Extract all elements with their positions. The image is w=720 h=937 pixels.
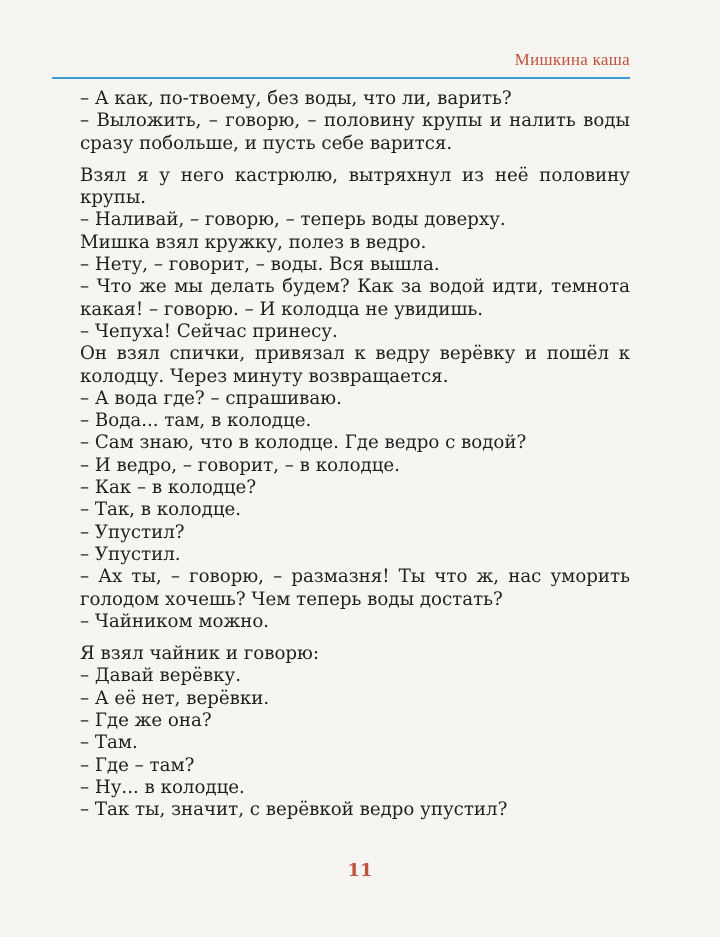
paragraph: – Где – там? [80, 754, 195, 776]
paragraph: Мишка взял кружку, полез в ведро. [80, 231, 427, 253]
page-number: 11 [347, 860, 373, 881]
paragraph: – Упустил? [80, 521, 185, 543]
paragraph: – Наливай, – говорю, – теперь воды доверху. [80, 209, 506, 231]
paragraph: – А её нет, верёвки. [80, 687, 270, 709]
paragraph: – Ну... в колодце. [80, 776, 245, 798]
paragraph: – Как – в колодце? [80, 477, 257, 499]
paragraph: – А как, по-твоему, без воды, что ли, варить? [80, 88, 512, 109]
paragraph: – Сам знаю, что в колодце. Где ведро с водой? [80, 432, 527, 454]
header-rule [52, 77, 630, 79]
paragraph: – Так, в колодце. [80, 499, 242, 521]
paragraph: – Чепуха! Сейчас принесу. [80, 320, 338, 342]
paragraph: – Чайником можно. [80, 610, 270, 632]
paragraph: Я взял чайник и говорю: [80, 643, 319, 665]
paragraph: – Там. [80, 732, 138, 754]
paragraph: – Вода... там, в колодце. [80, 410, 312, 432]
paragraph: Он взял спички, привязал к ведру верёвку и пошёл к колодцу. Через минуту возвращается. [80, 343, 630, 387]
paragraph: – Нету, – говорит, – воды. Вся вышла. [80, 254, 440, 276]
story-text [80, 88, 630, 822]
paragraph: – Выложить, – говорю, – половину крупы и налить воды сразу побольше, и пусть себе варится. [80, 110, 630, 154]
paragraph: Взял я у него кастрюлю, вытряхнул из неё половину крупы. [80, 164, 630, 209]
paragraph: – Что же мы делать будем? Как за водой идти, темнота какая! – говорю. – И колодца не увидишь. [80, 276, 630, 320]
paragraph: – Давай верёвку. [80, 665, 241, 687]
paragraph: – Ах ты, – говорю, – размазня! Ты что ж, нас уморить голодом хочешь? Чем теперь воды достать? [80, 566, 630, 610]
paragraph: – Где же она? [80, 710, 212, 732]
paragraph: – Так ты, значит, с верёвкой ведро упустил? [80, 799, 508, 821]
running-header [52, 48, 630, 78]
paragraph: – И ведро, – говорит, – в колодце. [80, 454, 400, 476]
paragraph: – А вода где? – спрашиваю. [80, 387, 342, 409]
paragraph: – Упустил. [80, 543, 181, 565]
header-title: Мишкина каша [514, 50, 630, 69]
